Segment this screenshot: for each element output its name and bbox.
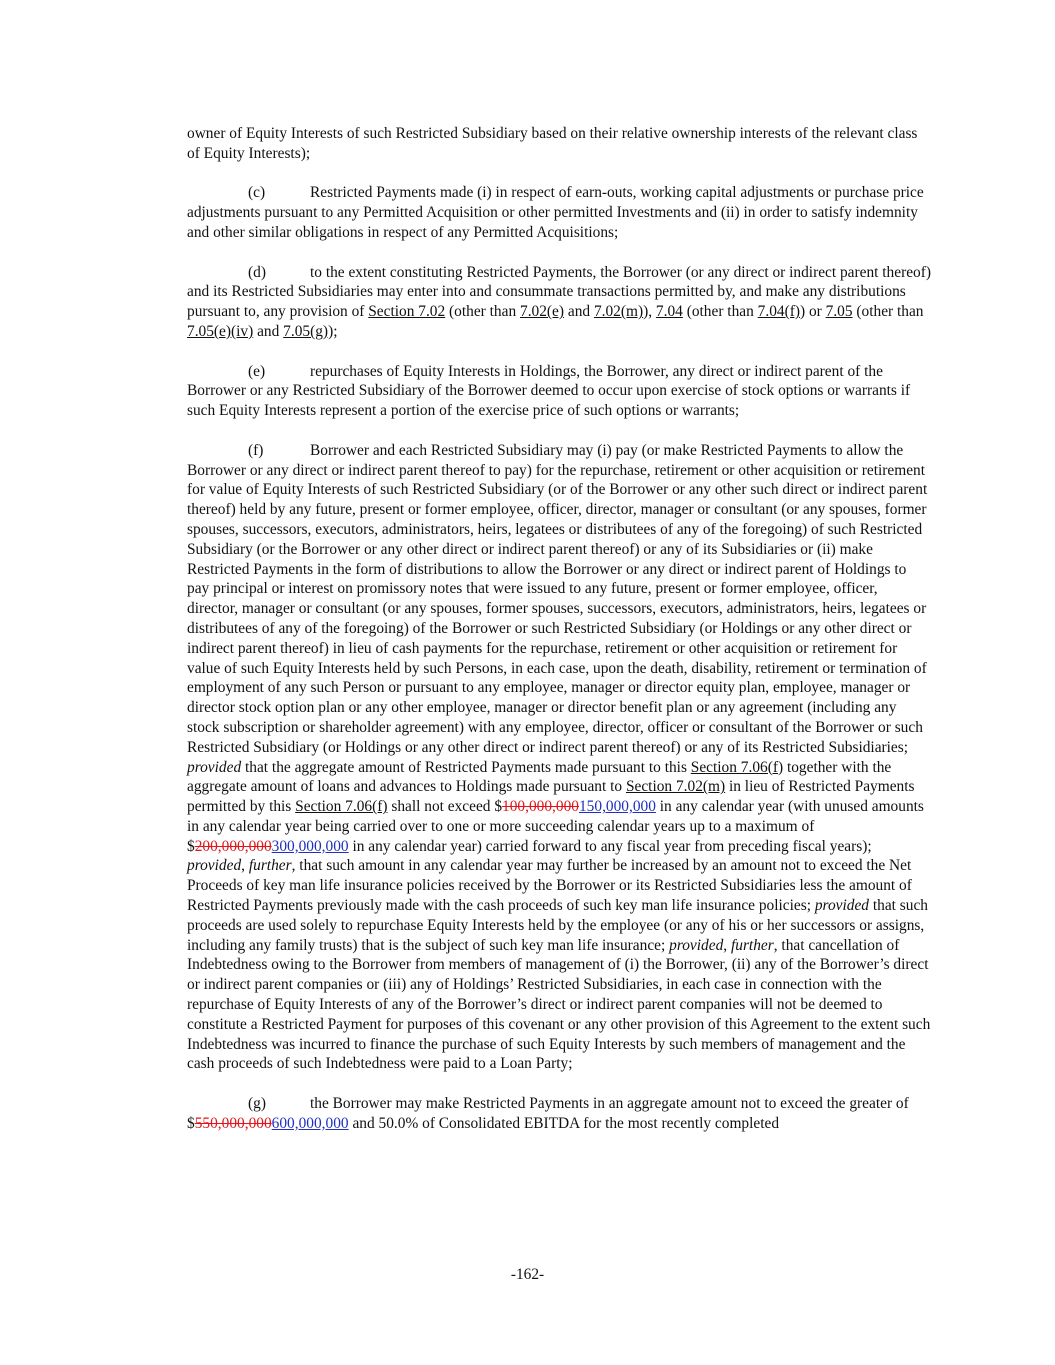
clause-text: , that cancellation of Indebtedness owing to the Borrower from members of management of (i) the Borrower, (ii) any of the Borrower’s direct or indirect parent companies or (iii) any of Holdings’ Restricted Subsidiaries, in each case in connection with the repurchase of Equity Interests of any of the Borrower’s direct or indirect parent companies will not be deemed to constitute a Restricted Payment for purposes of this covenant or any other provision of this Agreement to the extent such Indebtedness was incurred to finance the purchase of such Equity Interests by such members of management and the cash proceeds of such Indebtedness were paid to a Loan Party; (187, 936, 931, 1073)
deleted-amount: 100,000,000 (502, 798, 579, 816)
inserted-amount: 300,000,000 (271, 837, 349, 855)
section-reference: 7.04(f) (757, 303, 800, 321)
clause-text: in any calendar year) carried forward to any fiscal year from preceding fiscal years); (348, 837, 872, 855)
clause-text: Restricted Payments made (i) in respect of earn-outs, working capital adjustments or purchase price adjustments pursuant to any Permitted Acquisition or other permitted Investments and (ii) in order to satisfy indemnity and other similar obligations in respect of any Permitted Acquisitions; (187, 184, 924, 241)
clause-text: in any calendar year (with unused amounts in any calendar year being carried over to one or more succeeding calendar years up to a maximum of $ (187, 798, 924, 855)
clause-text: to the extent constituting Restricted Payments, the Borrower (or any direct or indirect parent thereof) and its Restricted Subsidiaries may enter into and consummate transactions permitted by, and make any distributions pursuant to, any provision of (187, 263, 931, 321)
inserted-amount: 600,000,000 (271, 1114, 349, 1132)
clause-text: (other than (852, 303, 924, 321)
section-reference: 7.02(m) (593, 303, 644, 321)
intro-paragraph (187, 124, 932, 164)
clause-label: (g) (248, 1095, 266, 1113)
inserted-amount: 150,000,000 (578, 798, 656, 816)
clause-text: (other than (682, 303, 758, 321)
deleted-amount: 200,000,000 (194, 837, 272, 855)
clause-text: that such proceeds are used solely to repurchase Equity Interests held by the employee (or any of his or her successors or assigns, including any family trusts) that is the subject of such key man life insurance; (187, 897, 928, 954)
clause-text: , (723, 936, 731, 954)
proviso-term: provided (814, 897, 869, 915)
clause-text: repurchases of Equity Interests in Holdings, the Borrower, any direct or indirect parent of the Borrower or any Restricted Subsidiary of the Borrower deemed to occur upon exercise of stock options or warrants if such Equity Interests represent a portion of the exercise price of such options or warrants; (187, 362, 911, 420)
clause-text: and 50.0% of Consolidated EBITDA for the most recently completed (348, 1114, 780, 1132)
section-reference: 7.04 (655, 303, 683, 321)
section-reference: 7.05(e)(iv) (187, 322, 254, 340)
clause-text: and (253, 322, 284, 340)
section-reference: Section 7.02(m) (625, 778, 726, 796)
clause-text: shall not exceed $ (387, 798, 503, 816)
section-reference: Section 7.06(f) (295, 798, 388, 816)
intro-text: owner of Equity Interests of such Restricted Subsidiary based on their relative ownership interests of the relevant class of Equity Interests); (187, 125, 918, 162)
section-reference: 7.05(g) (283, 322, 329, 340)
proviso-term: provided (187, 758, 242, 776)
clause-text: (other than (445, 303, 520, 321)
clause-text: , (241, 857, 249, 875)
clause-text: together with the aggregate amount of loans and advances to Holdings made pursuant to (187, 758, 892, 796)
page-number: -162- (510, 1266, 545, 1283)
clause-text: in lieu of Restricted Payments permitted by this (187, 778, 915, 816)
clause-text: and (564, 303, 594, 321)
proviso-term: further (730, 936, 774, 954)
clause-e (187, 362, 932, 421)
clause-label: (e) (248, 362, 266, 380)
deleted-amount: 550,000,000 (194, 1114, 272, 1132)
clause-text: ), (643, 303, 656, 321)
clause-label: (c) (248, 184, 266, 202)
clause-f (187, 441, 932, 1075)
section-reference: Section 7.06(f) (690, 758, 784, 776)
proviso-term: provided (669, 936, 724, 954)
clause-label: (d) (248, 263, 266, 281)
clause-d (187, 263, 932, 342)
proviso-term: further (248, 857, 292, 875)
clause-text: ) or (799, 303, 826, 321)
clause-text: that the aggregate amount of Restricted Payments made pursuant to this (241, 758, 691, 776)
clause-text: , that such amount in any calendar year may further be increased by an amount not to exceed the Net Proceeds of key man life insurance policies received by the Borrower or its Restricted Subsidiaries less the amount of Restricted Payments previously made with the cash proceeds of such key man life insurance policies; (187, 857, 912, 915)
section-reference: 7.05 (825, 303, 853, 321)
clause-g (187, 1094, 932, 1134)
clause-text: Borrower and each Restricted Subsidiary may (i) pay (or make Restricted Payments to allow the Borrower or any direct or indirect parent thereof to pay) for the repurchase, retirement or other acquisition or retirement for value of Equity Interests of such Restricted Subsidiary (or of the Borrower or any other such direct or indirect parent thereof) held by any future, present or former employee, officer, director, manager or consultant (or any spouses, former spouses, successors, executors, administrators, heirs, legatees or distributees of any of the foregoing) of such Restricted Subsidiary (or the Borrower or any other direct or indirect parent thereof) or any of its Subsidiaries or (ii) make Restricted Payments in the form of distributions to allow the Borrower or any direct or indirect parent of Holdings to pay principal or interest on promissory notes that were issued to any future, present or former employee, officer, director, manager or consultant (or any spouses, former spouses, successors, executors, administrators, heirs, legatees or distributees of any of the foregoing) of the Borrower or such Restricted Subsidiary (or Holdings or any other direct or indirect parent thereof) in lieu of cash payments for the repurchase, retirement or other acquisition or retirement for value of such Equity Interests held by such Persons, in each case, upon the death, disability, retirement or termination of employment of any such Person or pursuant to any employee, manager or director equity plan, employee, manager or director stock option plan or any other employee, manager or director benefit plan or any agreement (including any stock subscription or shareholder agreement) with any employee, director, officer or consultant of the Borrower or such Restricted Subsidiary (or Holdings or any other direct or indirect parent thereof) or any of its Restricted Subsidiaries; (187, 441, 928, 756)
document-page (187, 124, 932, 1153)
clause-text: the Borrower may make Restricted Payments in an aggregate amount not to exceed the greater of $ (187, 1095, 909, 1132)
section-reference: 7.02(e) (520, 303, 565, 321)
section-reference: Section 7.02 (368, 303, 446, 321)
clause-label: (f) (248, 441, 264, 459)
clause-text: ); (328, 322, 338, 340)
proviso-term: provided (187, 857, 242, 875)
clause-c (187, 183, 932, 242)
